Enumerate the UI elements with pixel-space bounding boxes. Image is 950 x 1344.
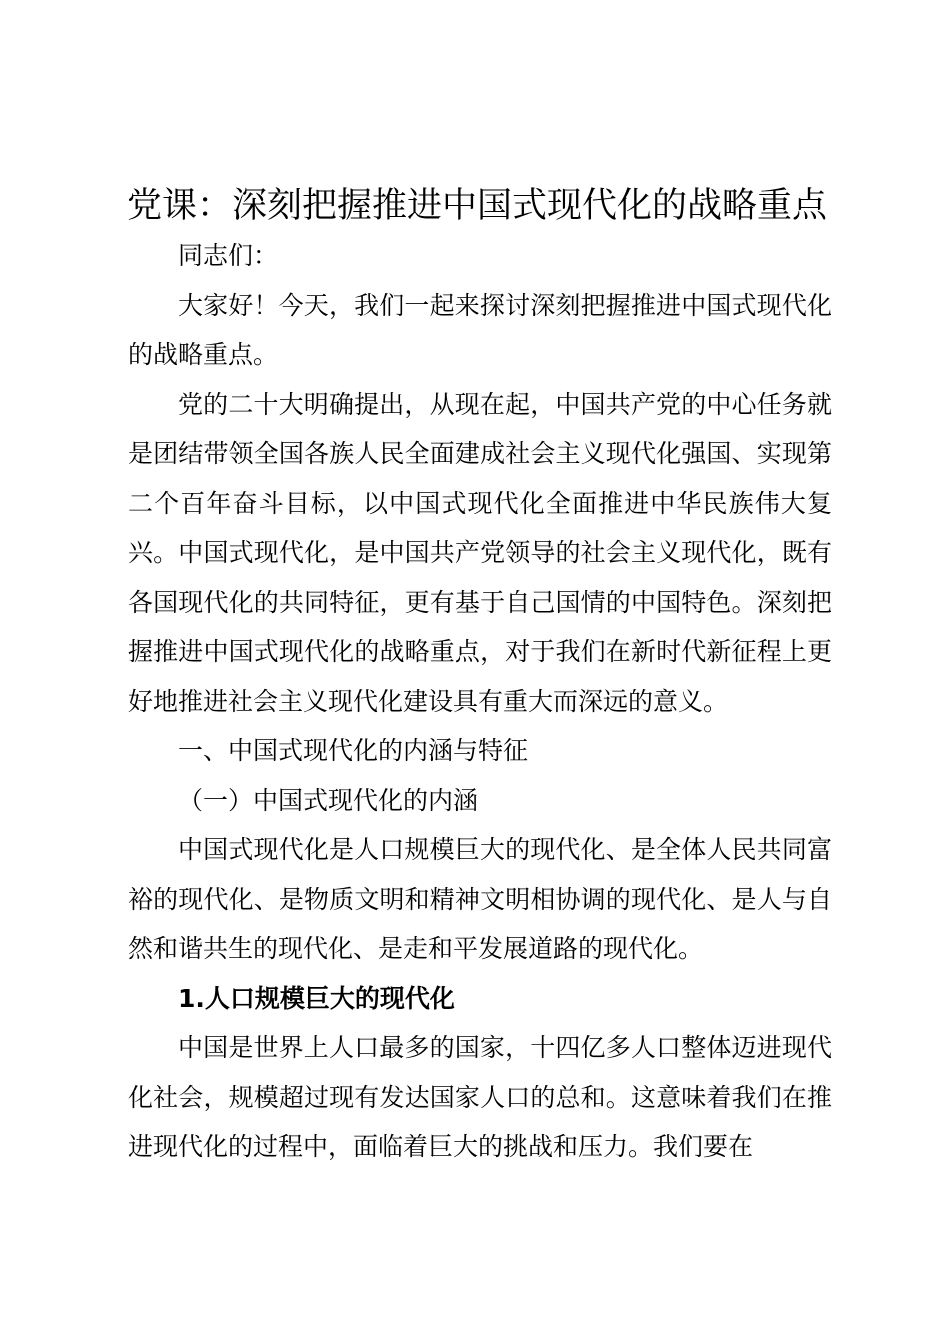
- body-paragraph: 大家好！今天，我们一起来探讨深刻把握推进中国式现代化的战略重点。: [128, 290, 832, 369]
- body-paragraph: 党的二十大明确提出，从现在起，中国共产党的中心任务就是团结带领全国各族人民全面建成社会主义现代化强国、实现第二个百年奋斗目标，以中国式现代化全面推进中华民族伟大复兴。中国式现代化，是中国共产党领导的社会主义现代化，既有各国现代化的共同特征，更有基于自己国情的中国特色。深刻把握推进中国式现代化的战略重点，对于我们在新时代新征程上更好地推进社会主义现代化建设具有重大而深远的意义。: [128, 389, 832, 716]
- document-body: [128, 231, 832, 1172]
- body-paragraph: 中国式现代化是人口规模巨大的现代化、是全体人民共同富裕的现代化、是物质文明和精神文明相协调的现代化、是人与自然和谐共生的现代化、是走和平发展道路的现代化。: [128, 835, 832, 963]
- document-title: 党课：深刻把握推进中国式现代化的战略重点: [127, 186, 828, 226]
- numbered-heading: 1.人口规模巨大的现代化: [178, 983, 455, 1013]
- body-paragraph: 中国是世界上人口最多的国家，十四亿多人口整体迈进现代化社会，规模超过现有发达国家人口的总和。这意味着我们在推进现代化的过程中，面临着巨大的挑战和压力。我们要在: [128, 1033, 832, 1161]
- section-heading: 一、中国式现代化的内涵与特征: [178, 736, 529, 765]
- subsection-heading: （一）中国式现代化的内涵: [178, 785, 479, 815]
- salutation: 同志们：: [178, 241, 279, 270]
